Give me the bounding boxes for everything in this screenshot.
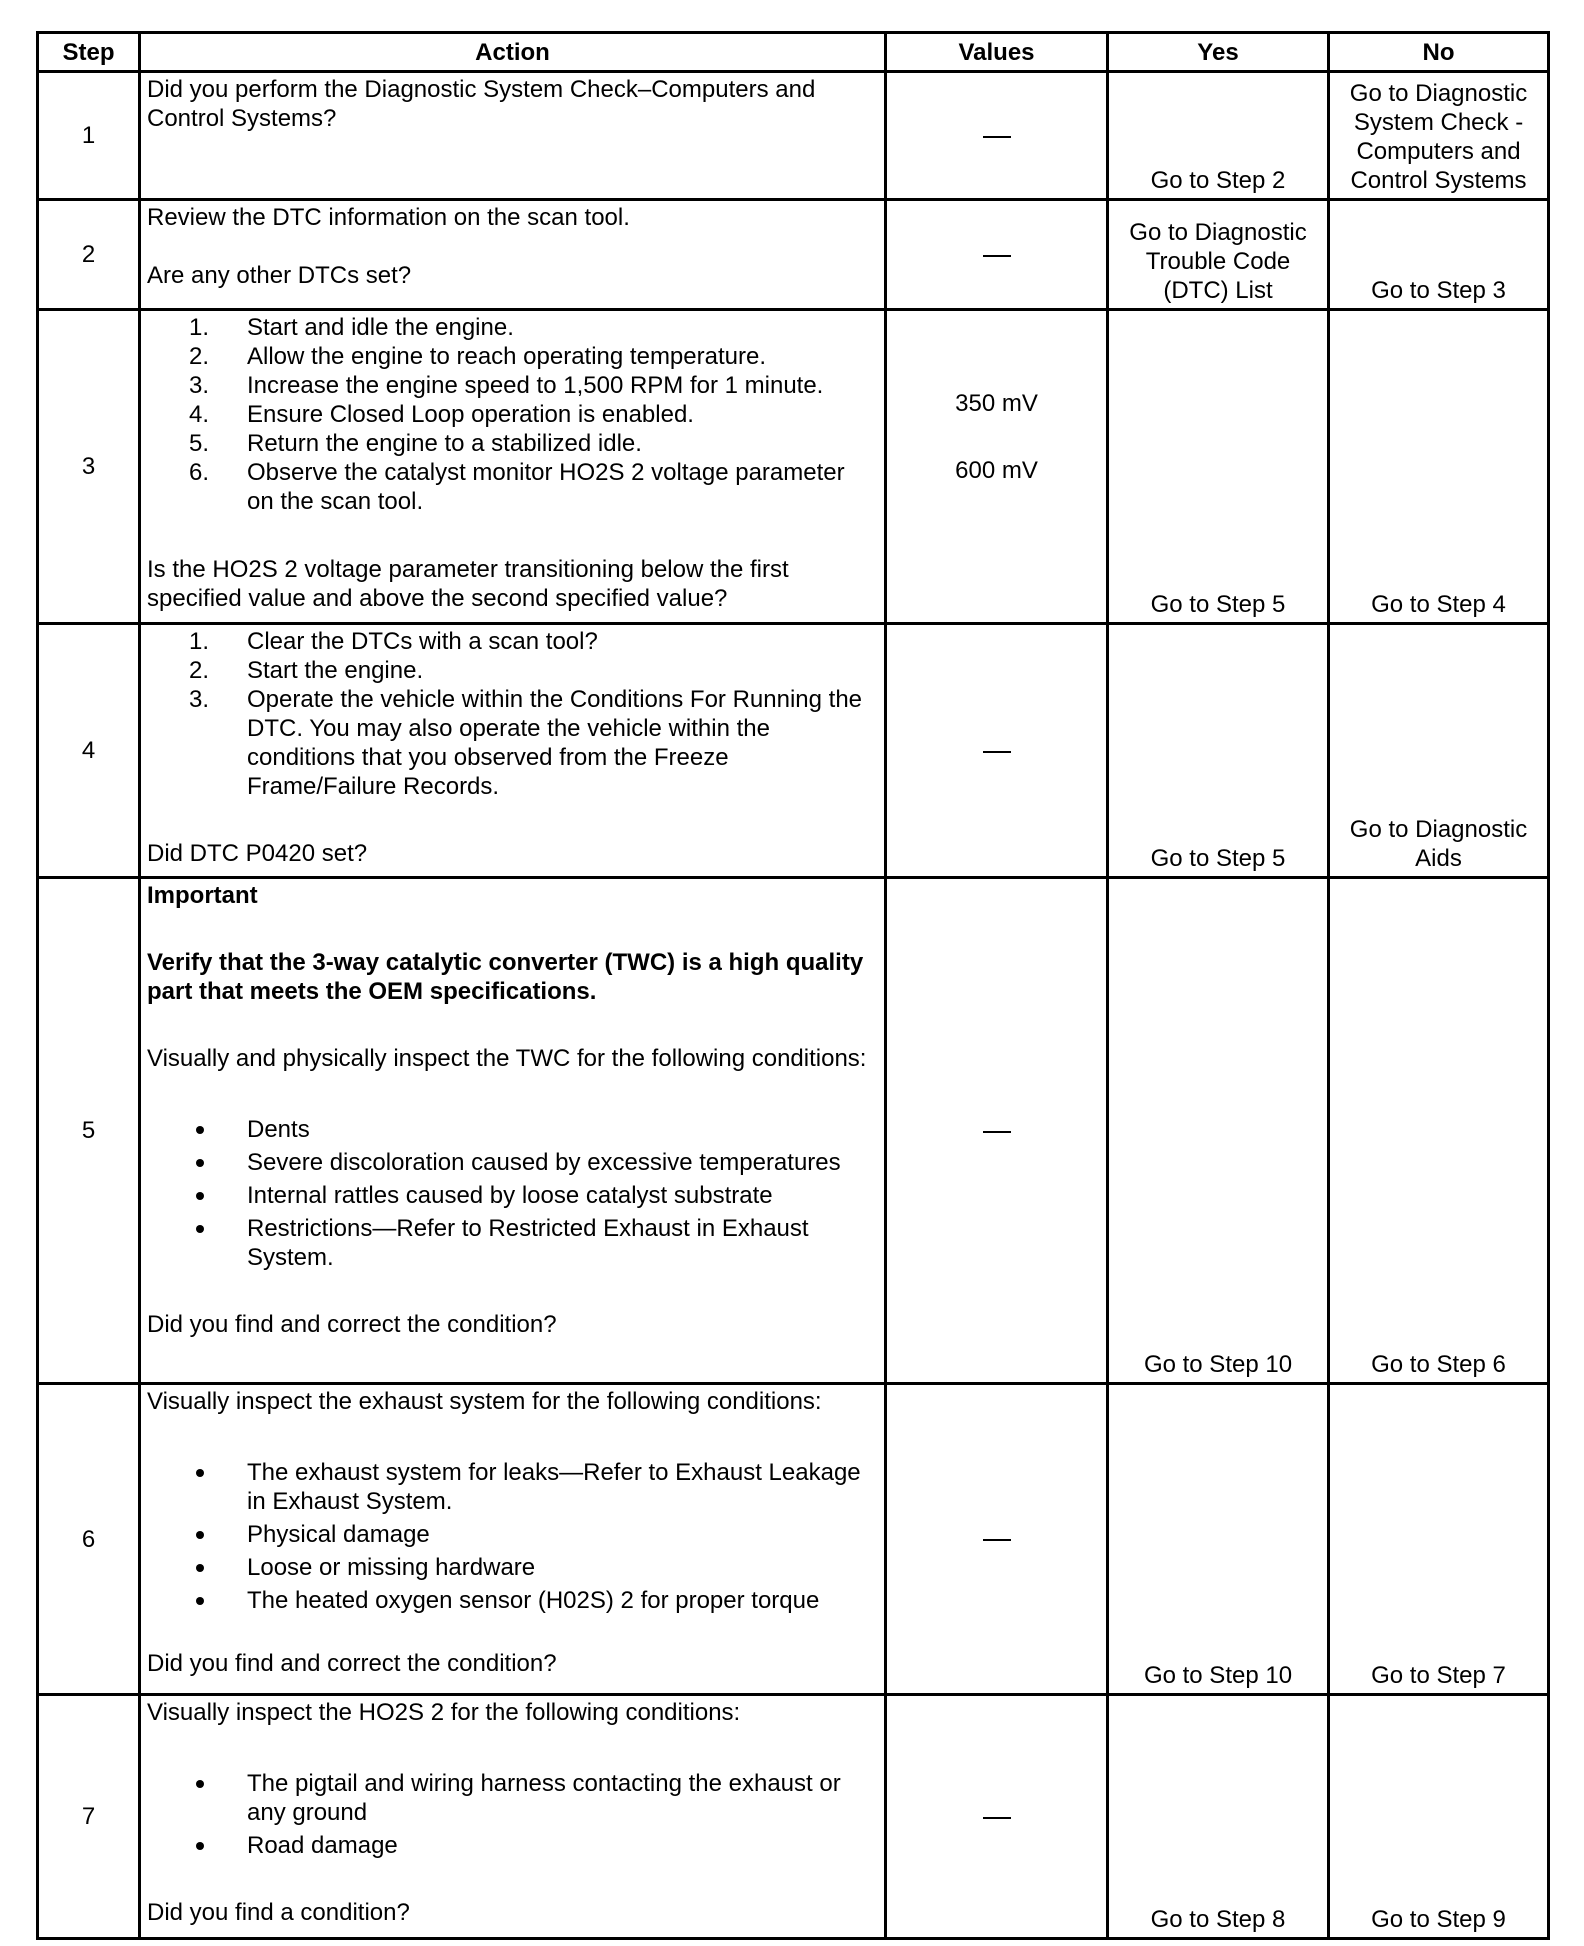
bullet-list (147, 1115, 876, 1272)
list-item: Clear the DTCs with a scan tool? (247, 628, 598, 655)
yes-cell: Go to Step 10 (1108, 1384, 1329, 1695)
numbered-list (147, 313, 876, 516)
action-question: Did you find and correct the condition? (147, 1650, 557, 1677)
table-row-step-7 (38, 1695, 1549, 1939)
no-cell: Go to Diagnostic Aids (1329, 624, 1549, 878)
table-row-step-3 (38, 310, 1549, 624)
step-number: 4 (38, 624, 140, 878)
dash-value (983, 751, 1011, 753)
header-yes: Yes (1108, 33, 1329, 72)
dash-value (983, 1817, 1011, 1819)
step-number: 1 (38, 72, 140, 200)
list-item: Road damage (247, 1831, 876, 1860)
action-question: Did you find a condition? (147, 1899, 410, 1926)
action-question: Did you find and correct the condition? (147, 1311, 557, 1338)
yes-cell: Go to Step 8 (1108, 1695, 1329, 1939)
dash-value (983, 136, 1011, 138)
action-intro: Visually inspect the HO2S 2 for the following conditions: (147, 1699, 741, 1726)
step-number: 7 (38, 1695, 140, 1939)
yes-cell: Go to Step 2 (1108, 72, 1329, 200)
table-row-step-5 (38, 878, 1549, 1384)
action-question: Are any other DTCs set? (147, 262, 412, 289)
header-no: No (1329, 33, 1549, 72)
list-item: Allow the engine to reach operating temperature. (247, 343, 766, 370)
bullet-list (147, 1458, 876, 1615)
list-item: Loose or missing hardware (247, 1553, 876, 1582)
no-cell: Go to Step 6 (1329, 878, 1549, 1384)
numbered-list (147, 627, 876, 801)
no-cell: Go to Diagnostic System Check - Computers and Control Systems (1329, 72, 1549, 200)
table-header-row (38, 33, 1549, 72)
list-item: The exhaust system for leaks—Refer to Exhaust Leakage in Exhaust System. (247, 1458, 876, 1516)
action-question: Did DTC P0420 set? (147, 840, 368, 867)
table-row-step-6 (38, 1384, 1549, 1695)
action-cell (140, 624, 886, 878)
values-cell (886, 1695, 1108, 1939)
yes-cell: Go to Step 5 (1108, 310, 1329, 624)
values-cell (886, 878, 1108, 1384)
values-cell (886, 624, 1108, 878)
list-item: Start and idle the engine. (247, 314, 514, 341)
list-item: Internal rattles caused by loose catalyst substrate (247, 1181, 876, 1210)
table-row-step-1 (38, 72, 1549, 200)
list-item: Operate the vehicle within the Conditions For Running the DTC. You may also operate the vehicle within the conditions that you observed from the Freeze Frame/Failure Records. (247, 686, 863, 800)
list-item: Dents (247, 1115, 876, 1144)
action-cell (140, 200, 886, 310)
action-intro: Visually inspect the exhaust system for the following conditions: (147, 1388, 822, 1415)
header-step: Step (38, 33, 140, 72)
header-values: Values (886, 33, 1108, 72)
list-item: Severe discoloration caused by excessive temperatures (247, 1148, 876, 1177)
no-cell: Go to Step 9 (1329, 1695, 1549, 1939)
values-cell (886, 200, 1108, 310)
yes-cell: Go to Step 5 (1108, 624, 1329, 878)
dash-value (983, 1539, 1011, 1541)
action-cell (140, 1384, 886, 1695)
dash-value (983, 1131, 1011, 1133)
values-cell (886, 310, 1108, 624)
action-cell (140, 1695, 886, 1939)
important-text: Verify that the 3-way catalytic converter (TWC) is a high quality part that meets the OEM specifications. (147, 949, 864, 1005)
action-intro: Visually and physically inspect the TWC for the following conditions: (147, 1045, 867, 1072)
step-number: 3 (38, 310, 140, 624)
diagnostic-table (36, 31, 1550, 1940)
dash-value (983, 255, 1011, 257)
diagnostic-document (36, 31, 1550, 1940)
header-action: Action (140, 33, 886, 72)
action-cell (140, 310, 886, 624)
value-second: 600 mV (955, 456, 1038, 484)
no-cell: Go to Step 3 (1329, 200, 1549, 310)
list-item: Increase the engine speed to 1,500 RPM for 1 minute. (247, 372, 824, 399)
action-question: Did you perform the Diagnostic System Check–Computers and Control Systems? (147, 76, 816, 132)
bullet-list (147, 1769, 876, 1860)
action-question: Is the HO2S 2 voltage parameter transitioning below the first specified value and above the second specified value? (147, 556, 789, 612)
yes-cell: Go to Diagnostic Trouble Code (DTC) List (1108, 200, 1329, 310)
list-item: Restrictions—Refer to Restricted Exhaust in Exhaust System. (247, 1214, 876, 1272)
list-item: Physical damage (247, 1520, 876, 1549)
list-item: The heated oxygen sensor (H02S) 2 for proper torque (247, 1586, 876, 1615)
action-cell (140, 72, 886, 200)
value-first: 350 mV (955, 389, 1038, 417)
no-cell: Go to Step 7 (1329, 1384, 1549, 1695)
list-item: Observe the catalyst monitor HO2S 2 voltage parameter on the scan tool. (247, 459, 845, 515)
action-cell (140, 878, 886, 1384)
list-item: Ensure Closed Loop operation is enabled. (247, 401, 694, 428)
no-cell: Go to Step 4 (1329, 310, 1549, 624)
list-item: The pigtail and wiring harness contacting the exhaust or any ground (247, 1769, 876, 1827)
values-cell (886, 1384, 1108, 1695)
table-row-step-2 (38, 200, 1549, 310)
yes-cell: Go to Step 10 (1108, 878, 1329, 1384)
action-intro: Review the DTC information on the scan tool. (147, 204, 630, 231)
step-number: 2 (38, 200, 140, 310)
values-cell (886, 72, 1108, 200)
step-number: 5 (38, 878, 140, 1384)
table-row-step-4 (38, 624, 1549, 878)
step-number: 6 (38, 1384, 140, 1695)
list-item: Return the engine to a stabilized idle. (247, 430, 642, 457)
important-title: Important (147, 882, 258, 909)
list-item: Start the engine. (247, 657, 424, 684)
